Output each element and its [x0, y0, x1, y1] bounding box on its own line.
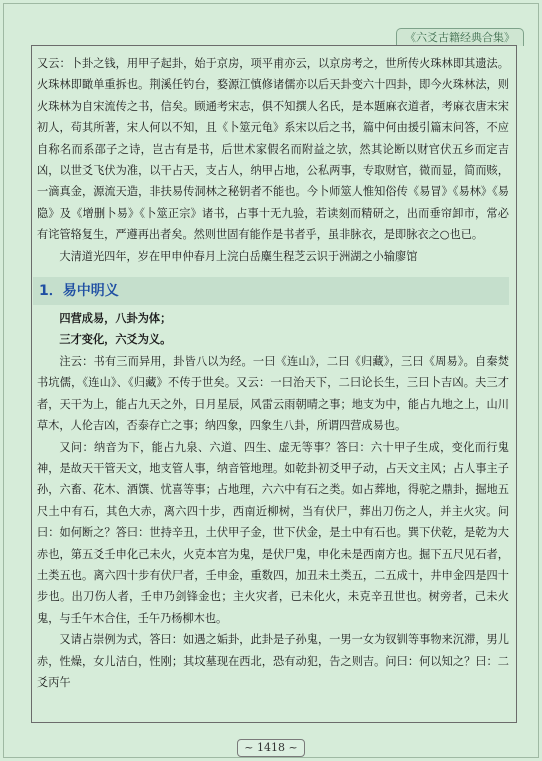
maxim-line-2: 三才变化，六爻为义。: [59, 332, 172, 347]
book-title-tab: 《六爻古籍经典合集》: [396, 28, 524, 46]
preface-signature: 大清道光四年，岁在甲申仲春月上浣白岳麋生程芝云识于洲湖之小输廖馆: [59, 249, 418, 263]
maxim-line-1: 四营成易，八卦为体；: [59, 311, 172, 326]
section-heading: 1．易中明义: [33, 277, 509, 305]
question-answer-paragraph: 又问：纳音为下，能占九泉、六道、四生、虚无等事？答曰：六十甲子生成，变化而行鬼神，是故天干管天文，地支管人事，纳音管地理。如乾卦初爻甲子动，占天文主风；占人事主子孙，六畜、花木、酒馔、忧喜等事；占地理，六六中有石之类。如占葬地，得驼之鼎卦，掘地五尺土中有石，其色大赤，离六四十步，西南近柳树，当有伏尸，葬出刀伤之人，并主火灾。问曰：如何断之？答曰：世持辛丑，土伏甲子金，世下伏金，是土中有石也。巽下伏乾，是乾为大赤也，第五爻壬申化己未火，火克本宫为鬼，是伏尸鬼，申化未是西南方也。掘下五尺见石者，土类五也。离六四十步有伏尸者，壬申金，重数四，加丑未土类五，二五成十，井申金四是四十步也。出刀伤人者，壬申乃剑锋金也；主火灾者，已未化火，未克辛丑世也。树旁者，己未火鬼，与壬午木合住，壬午乃杨柳木也。: [37, 440, 509, 625]
commentary-paragraph: 注云：书有三而异用，卦皆八以为经。一曰《连山》，二曰《归藏》，三曰《周易》。自秦焚书坑儒，《连山》、《归藏》不传于世矣。又云：一曰治天下，二曰论长生，三曰卜吉凶。夫三才者，天干为上，能占九天之外，日月星辰，风雷云雨朝晴之事；地支为中，能占九地之上，山川草木，人伦吉凶，否泰存亡之事；纳四象，四象生八卦，所谓四营成易也。: [37, 354, 509, 433]
preface-paragraph: 又云：卜卦之钱，用甲子起卦，始于京房，项平甫亦云，以京房考之，世所传火珠林即其遗法。火珠林即瞰单重拆也。荆溪任钓台，婺源江慎修诸儒亦以后天卦变六十四卦，即今火珠林法，则火珠林为自宋流传之书，信矣。顾通考宋志，俱不知撰人名氏，是本题麻衣道者，考麻衣唐末宋初人，茍其所著，宋人何以不知，且《卜筮元龟》系宋以后之书，篇中何由援引篇末问答，不应自称名而系邵子之诗，岂古有是书，后世术家假名而附益之欤，然其论断以财官伏五乡而定吉凶，以世爻飞伏为准，以干占天，支占人，纳甲占地，公私两事，专取财官，微而显，简而赅，一滴真金，源流天造，非扶易传洞林之秘钥者不能也。今卜师筮人惟知俗传《易冒》《易林》《易隐》及《增删卜易》《卜筮正宗》诸书，占事十无九验，若读刻而精研之，出而垂帘卸市，常必有诧管辂复生，严遵再出者矣。然则世固有能作是书者乎，虽非脉衣，是即脉衣之○也已。: [37, 57, 509, 242]
content-frame: [31, 45, 517, 723]
page-content: [37, 53, 509, 693]
page-number: ~ 1418 ~: [237, 739, 304, 757]
divination-example-paragraph: 又请占崇例为式，答曰：如遇之姤卦，此卦是子孙鬼，一男一女为钗钏等事物来沉滞，男儿赤，性燥，女儿洁白，性刚；其坟墓现在西北，恐有动犯，告之则吉。问曰：何以知之？曰：二爻丙午: [37, 633, 509, 689]
page-footer: [0, 736, 542, 757]
